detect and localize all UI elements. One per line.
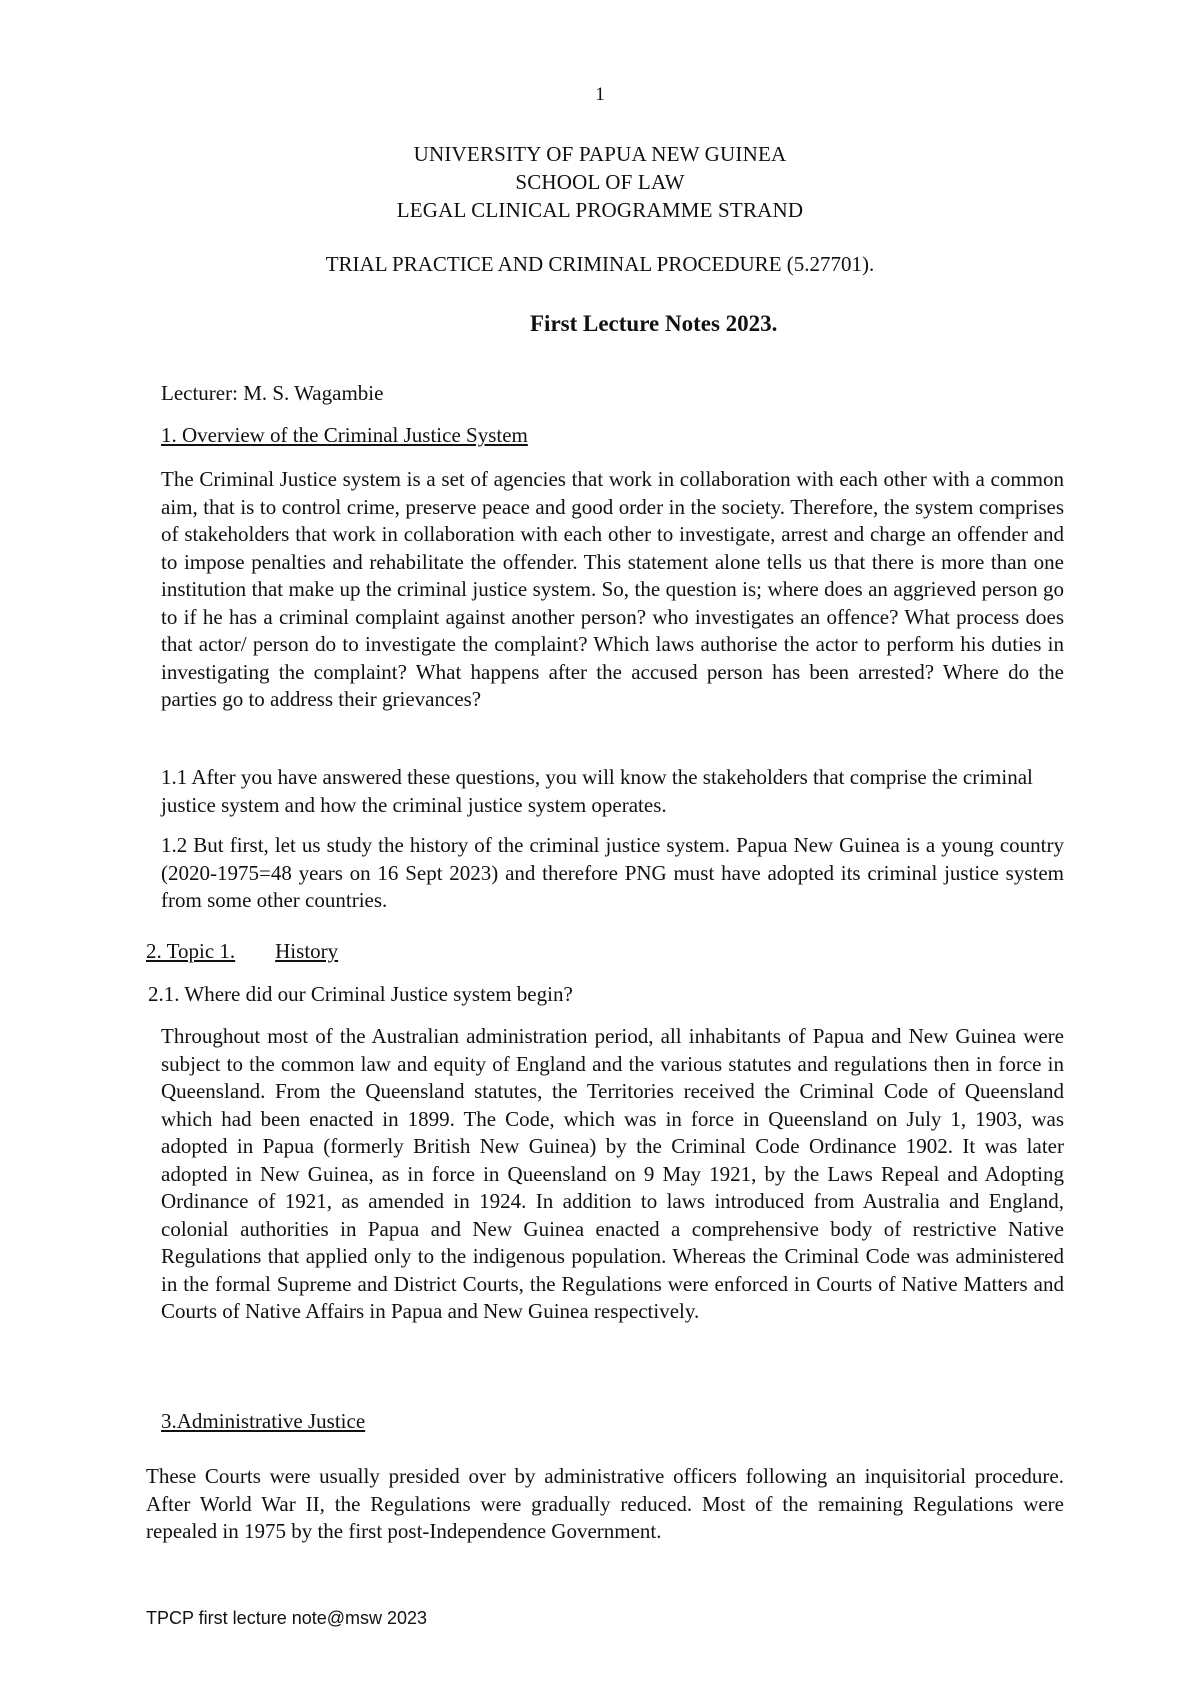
section-2-paragraph: Throughout most of the Australian administration period, all inhabitants of Papua and New Guinea were subject to the common law and equity of England and the various statutes and regulations then in force in Queensland. From the Queensland statutes, the Territories received the Criminal Code of Queensland which had been enacted in 1899. The Code, which was in force in Queensland on July 1, 1903, was adopted in Papua (formerly British New Guinea) by the Criminal Code Ordinance 1902. It was later adopted in New Guinea, as in force in Queensland on 9 May 1921, by the Laws Repeal and Adopting Ordinance of 1921, as amended in 1924. In addition to laws introduced from Australia and England, colonial authorities in Papua and New Guinea enacted a comprehensive body of restrictive Native Regulations that applied only to the indigenous population. Whereas the Criminal Code was administered in the formal Supreme and District Courts, the Regulations were enforced in Courts of Native Matters and Courts of Native Affairs in Papua and New Guinea respectively. [161,1024,1064,1323]
section-3-heading: 3.Administrative Justice [161,1409,366,1433]
paragraph-1-1: 1.1 After you have answered these questions, you will know the stakeholders that comprise the criminal justice system and how the criminal justice system operates. [161,765,1033,817]
topic-name: History [275,939,339,963]
school-name: SCHOOL OF LAW [515,170,685,194]
section-2-heading [146,939,338,964]
course-title: TRIAL PRACTICE AND CRIMINAL PROCEDURE (5.27701). [325,252,875,276]
topic-label: 2. Topic 1. [146,939,236,963]
section-2-question: 2.1. Where did our Criminal Justice system begin? [148,982,573,1006]
page-number: 1 [595,84,605,105]
section-1-paragraph: The Criminal Justice system is a set of agencies that work in collaboration with each other with a common aim, that is to control crime, preserve peace and good order in the society. Therefore, the system comprises of stakeholders that work in collaboration with each other to investigate, arrest and charge an offender and to impose penalties and rehabilitate the offender. This statement alone tells us that there is more than one institution that make up the criminal justice system. So, the question is; where does an aggrieved person go to if he has a criminal complaint against another person? who investigates an offence? What process does that actor/ person do to investigate the complaint? Which laws authorise the actor to perform his duties in investigating the complaint? What happens after the accused person has been arrested? Where do the parties go to address their grievances? [161,467,1064,711]
lecturer-name: Lecturer: M. S. Wagambie [161,381,384,405]
section-1-heading: 1. Overview of the Criminal Justice System [161,423,528,447]
section-3-paragraph: These Courts were usually presided over by administrative officers following an inquisitorial procedure. After World War II, the Regulations were gradually reduced. Most of the remaining Regulations were repealed in 1975 by the first post-Independence Government. [146,1464,1064,1543]
university-name: UNIVERSITY OF PAPUA NEW GUINEA [413,142,787,166]
lecture-title: First Lecture Notes 2023. [530,311,778,336]
page-footer: TPCP first lecture note@msw 2023 [146,1608,428,1628]
paragraph-1-2: 1.2 But first, let us study the history of the criminal justice system. Papua New Guinea is a young country (2020-1975=48 years on 16 Sept 2023) and therefore PNG must have adopted its criminal justice system from some other countries. [161,833,1064,912]
document-header [0,140,1200,224]
programme-name: LEGAL CLINICAL PROGRAMME STRAND [396,198,804,222]
